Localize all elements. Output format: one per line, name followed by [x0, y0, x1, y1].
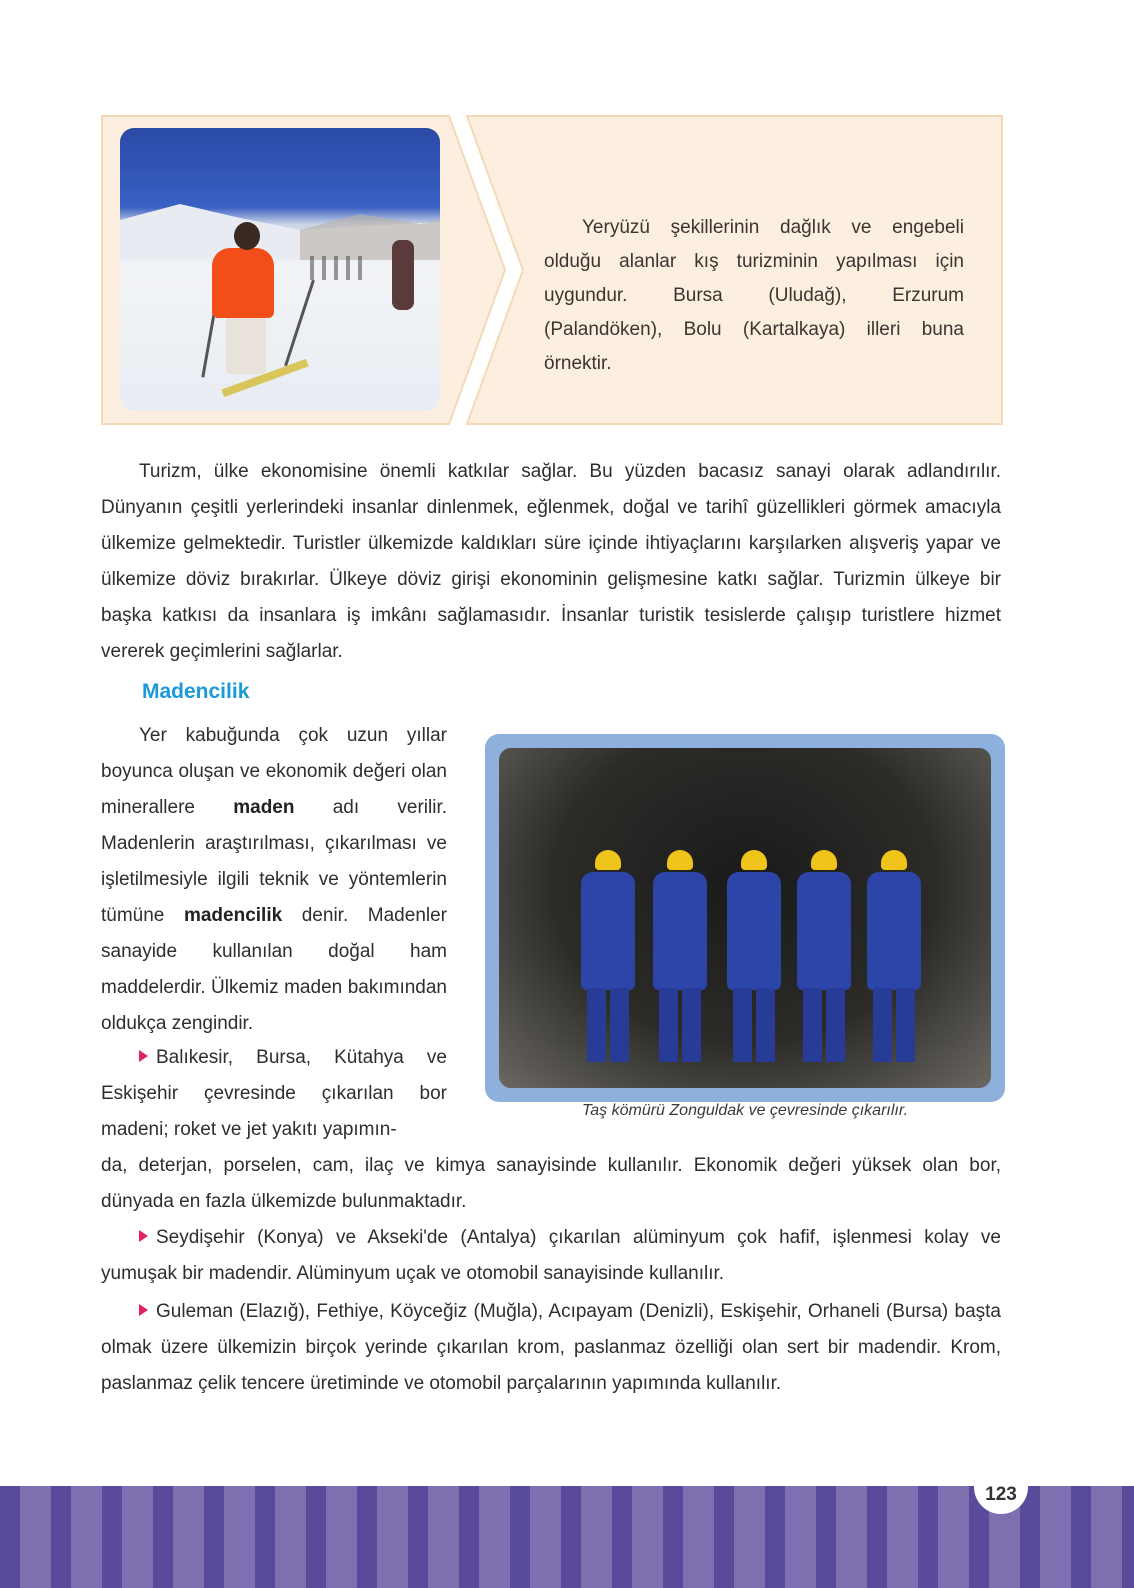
winter-tourism-text: [544, 211, 964, 381]
bullet-krom: [101, 1294, 1001, 1402]
miner-figure: [647, 850, 711, 1062]
bullet-bor-rest: da, deterjan, porselen, cam, ilaç ve kimya sanayisinde kullanılır. Ekonomik değeri yüksek olan bor, dünyada en fazla ülkemizde bulunmaktadır.: [101, 1155, 1001, 1212]
bullet-arrow-icon: [139, 1304, 148, 1316]
miner-figure: [861, 850, 925, 1062]
bullet-arrow-icon: [139, 1230, 148, 1242]
distant-skiers: [310, 256, 370, 280]
child-skier-jacket: [212, 248, 274, 318]
section-heading: Madencilik: [142, 680, 250, 703]
bullet-aluminyum: [101, 1220, 1001, 1292]
bullet-arrow-icon: [139, 1050, 148, 1062]
helmet-icon: [741, 850, 767, 870]
bullet-text: Guleman (Elazığ), Fethiye, Köyceğiz (Muğla), Acıpayam (Denizli), Eskişehir, Orhaneli (Bursa) başta olmak üzere ülkemizin birçok yerinde çıkarılan krom, paslanmaz özelliği olan sert bir madendir. Krom, paslanmaz çelik tencere üretiminde ve otomobil parçalarının yapımında kullanılır.: [101, 1301, 1001, 1394]
skier-figure: [392, 240, 414, 310]
miners-photo-frame: [485, 734, 1005, 1102]
miners-photo: [499, 748, 991, 1088]
bullet-text: Balıkesir, Bursa, Kütahya ve Eskişehir çevresinde çıkarılan bor madeni; roket ve jet yakıtı yapımın-: [101, 1047, 447, 1140]
helmet-icon: [595, 850, 621, 870]
page-number: 123: [974, 1478, 1028, 1514]
intro-text: adı verilir. Madenlerin araştırılması, çıkarılması ve işletilmesiyle ilgili teknik ve yöntemlerin tümüne: [101, 797, 447, 926]
mining-intro-paragraph: [101, 718, 447, 1042]
helmet-icon: [667, 850, 693, 870]
child-skier-head: [234, 222, 260, 250]
keyword-maden: maden: [233, 797, 295, 818]
miner-figure: [575, 850, 639, 1062]
bullet-text: Seydişehir (Konya) ve Akseki'de (Antalya) çıkarılan alüminyum çok hafif, işlenmesi kolay ve yumuşak bir madendir. Alüminyum uçak ve otomobil sanayisinde kullanılır.: [101, 1227, 1001, 1284]
ski-pole: [284, 280, 315, 367]
winter-tourism-paragraph: Yeryüzü şekillerinin dağlık ve engebeli olduğu alanlar kış turizminin yapılması için uygundur. Bursa (Uludağ), Erzurum (Palandöken), Bolu (Kartalkaya) illeri buna örnektir.: [544, 217, 964, 374]
ski-photo: [120, 128, 440, 411]
bullet-bor-lead: [101, 1040, 447, 1148]
keyword-madencilik: madencilik: [183, 905, 283, 926]
intro-text: Yer kabuğunda çok uzun yıllar boyunca oluşan ve ekonomik değeri olan minerallere: [101, 725, 447, 818]
footer-stripes: [0, 1486, 1134, 1588]
intro-text: denir. Madenler sanayide kullanılan doğal ham maddelerdir. Ülkemiz maden bakımından oldukça zengindir.: [101, 905, 448, 1034]
photo-caption: Taş kömürü Zonguldak ve çevresinde çıkarılır.: [581, 1102, 909, 1119]
helmet-icon: [881, 850, 907, 870]
miner-figure: [791, 850, 855, 1062]
helmet-icon: [811, 850, 837, 870]
tourism-paragraph: Turizm, ülke ekonomisine önemli katkılar sağlar. Bu yüzden bacasız sanayi olarak adlandırılır. Dünyanın çeşitli yerlerindeki insanlar dinlenmek, eğlenmek, doğal ve tarihî güzellikleri görmek amacıyla ülkemize gelmektedir. Turistler ülkemizde kaldıkları süre içinde ihtiyaçlarını karşılarken alışveriş yapar ve ülkemize döviz bırakırlar. Ülkeye döviz girişi ekonominin gelişmesine katkı sağlar. Turizmin ülkeye bir başka katkısı da insanlara iş imkânı sağlamasıdır. İnsanlar turistik tesislerde çalışıp turistlere hizmet vererek geçimlerini sağlarlar.: [101, 461, 1001, 662]
winter-tourism-box: [101, 115, 1003, 425]
child-skier-legs: [226, 316, 266, 374]
miner-figure: [721, 850, 785, 1062]
